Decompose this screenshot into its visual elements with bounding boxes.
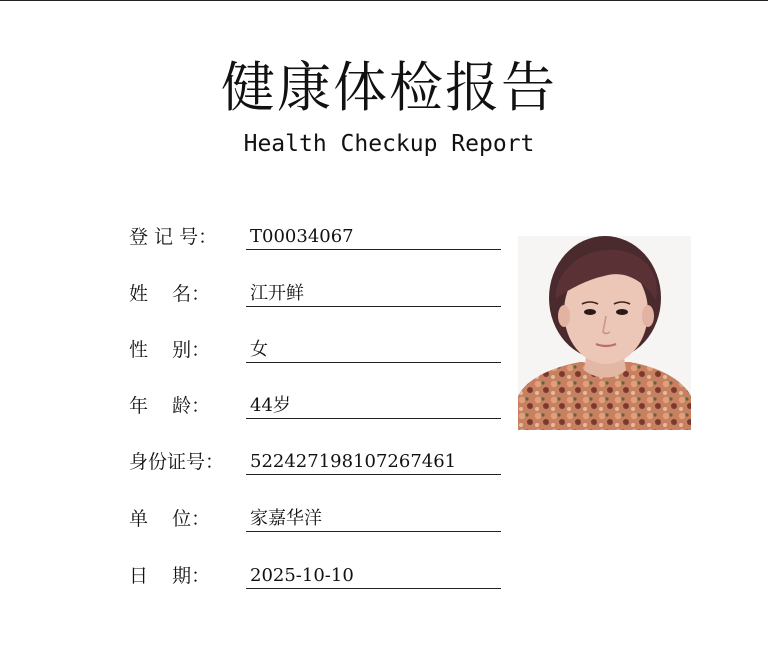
portrait-photo — [518, 236, 691, 430]
field-name — [129, 281, 501, 311]
field-age — [129, 393, 501, 423]
field-value: 522427198107267461 — [246, 449, 501, 475]
field-value: 家嘉华洋 — [246, 506, 501, 532]
field-label: 性 别： — [129, 339, 211, 361]
field-organization — [129, 506, 501, 536]
portrait-photo-icon — [518, 236, 691, 430]
field-value: 女 — [246, 337, 501, 363]
field-label: 姓 名： — [129, 283, 211, 305]
field-value: T00034067 — [246, 224, 501, 250]
report-title-en: Health Checkup Report — [243, 131, 535, 157]
field-value: 江开鲜 — [246, 281, 501, 307]
field-label: 身份证号： — [129, 451, 225, 473]
field-label: 年 龄： — [129, 395, 211, 417]
field-value: 2025-10-10 — [246, 563, 501, 589]
top-border-line — [0, 0, 768, 1]
report-title-cn: 健康体检报告 — [221, 56, 557, 119]
field-value: 44岁 — [246, 393, 501, 419]
field-registration-number — [129, 224, 501, 254]
field-label: 登 记 号： — [129, 226, 218, 248]
field-id-number — [129, 449, 501, 479]
field-gender — [129, 337, 501, 367]
field-date — [129, 563, 501, 593]
field-label: 日 期： — [129, 565, 211, 587]
field-label: 单 位： — [129, 508, 211, 530]
